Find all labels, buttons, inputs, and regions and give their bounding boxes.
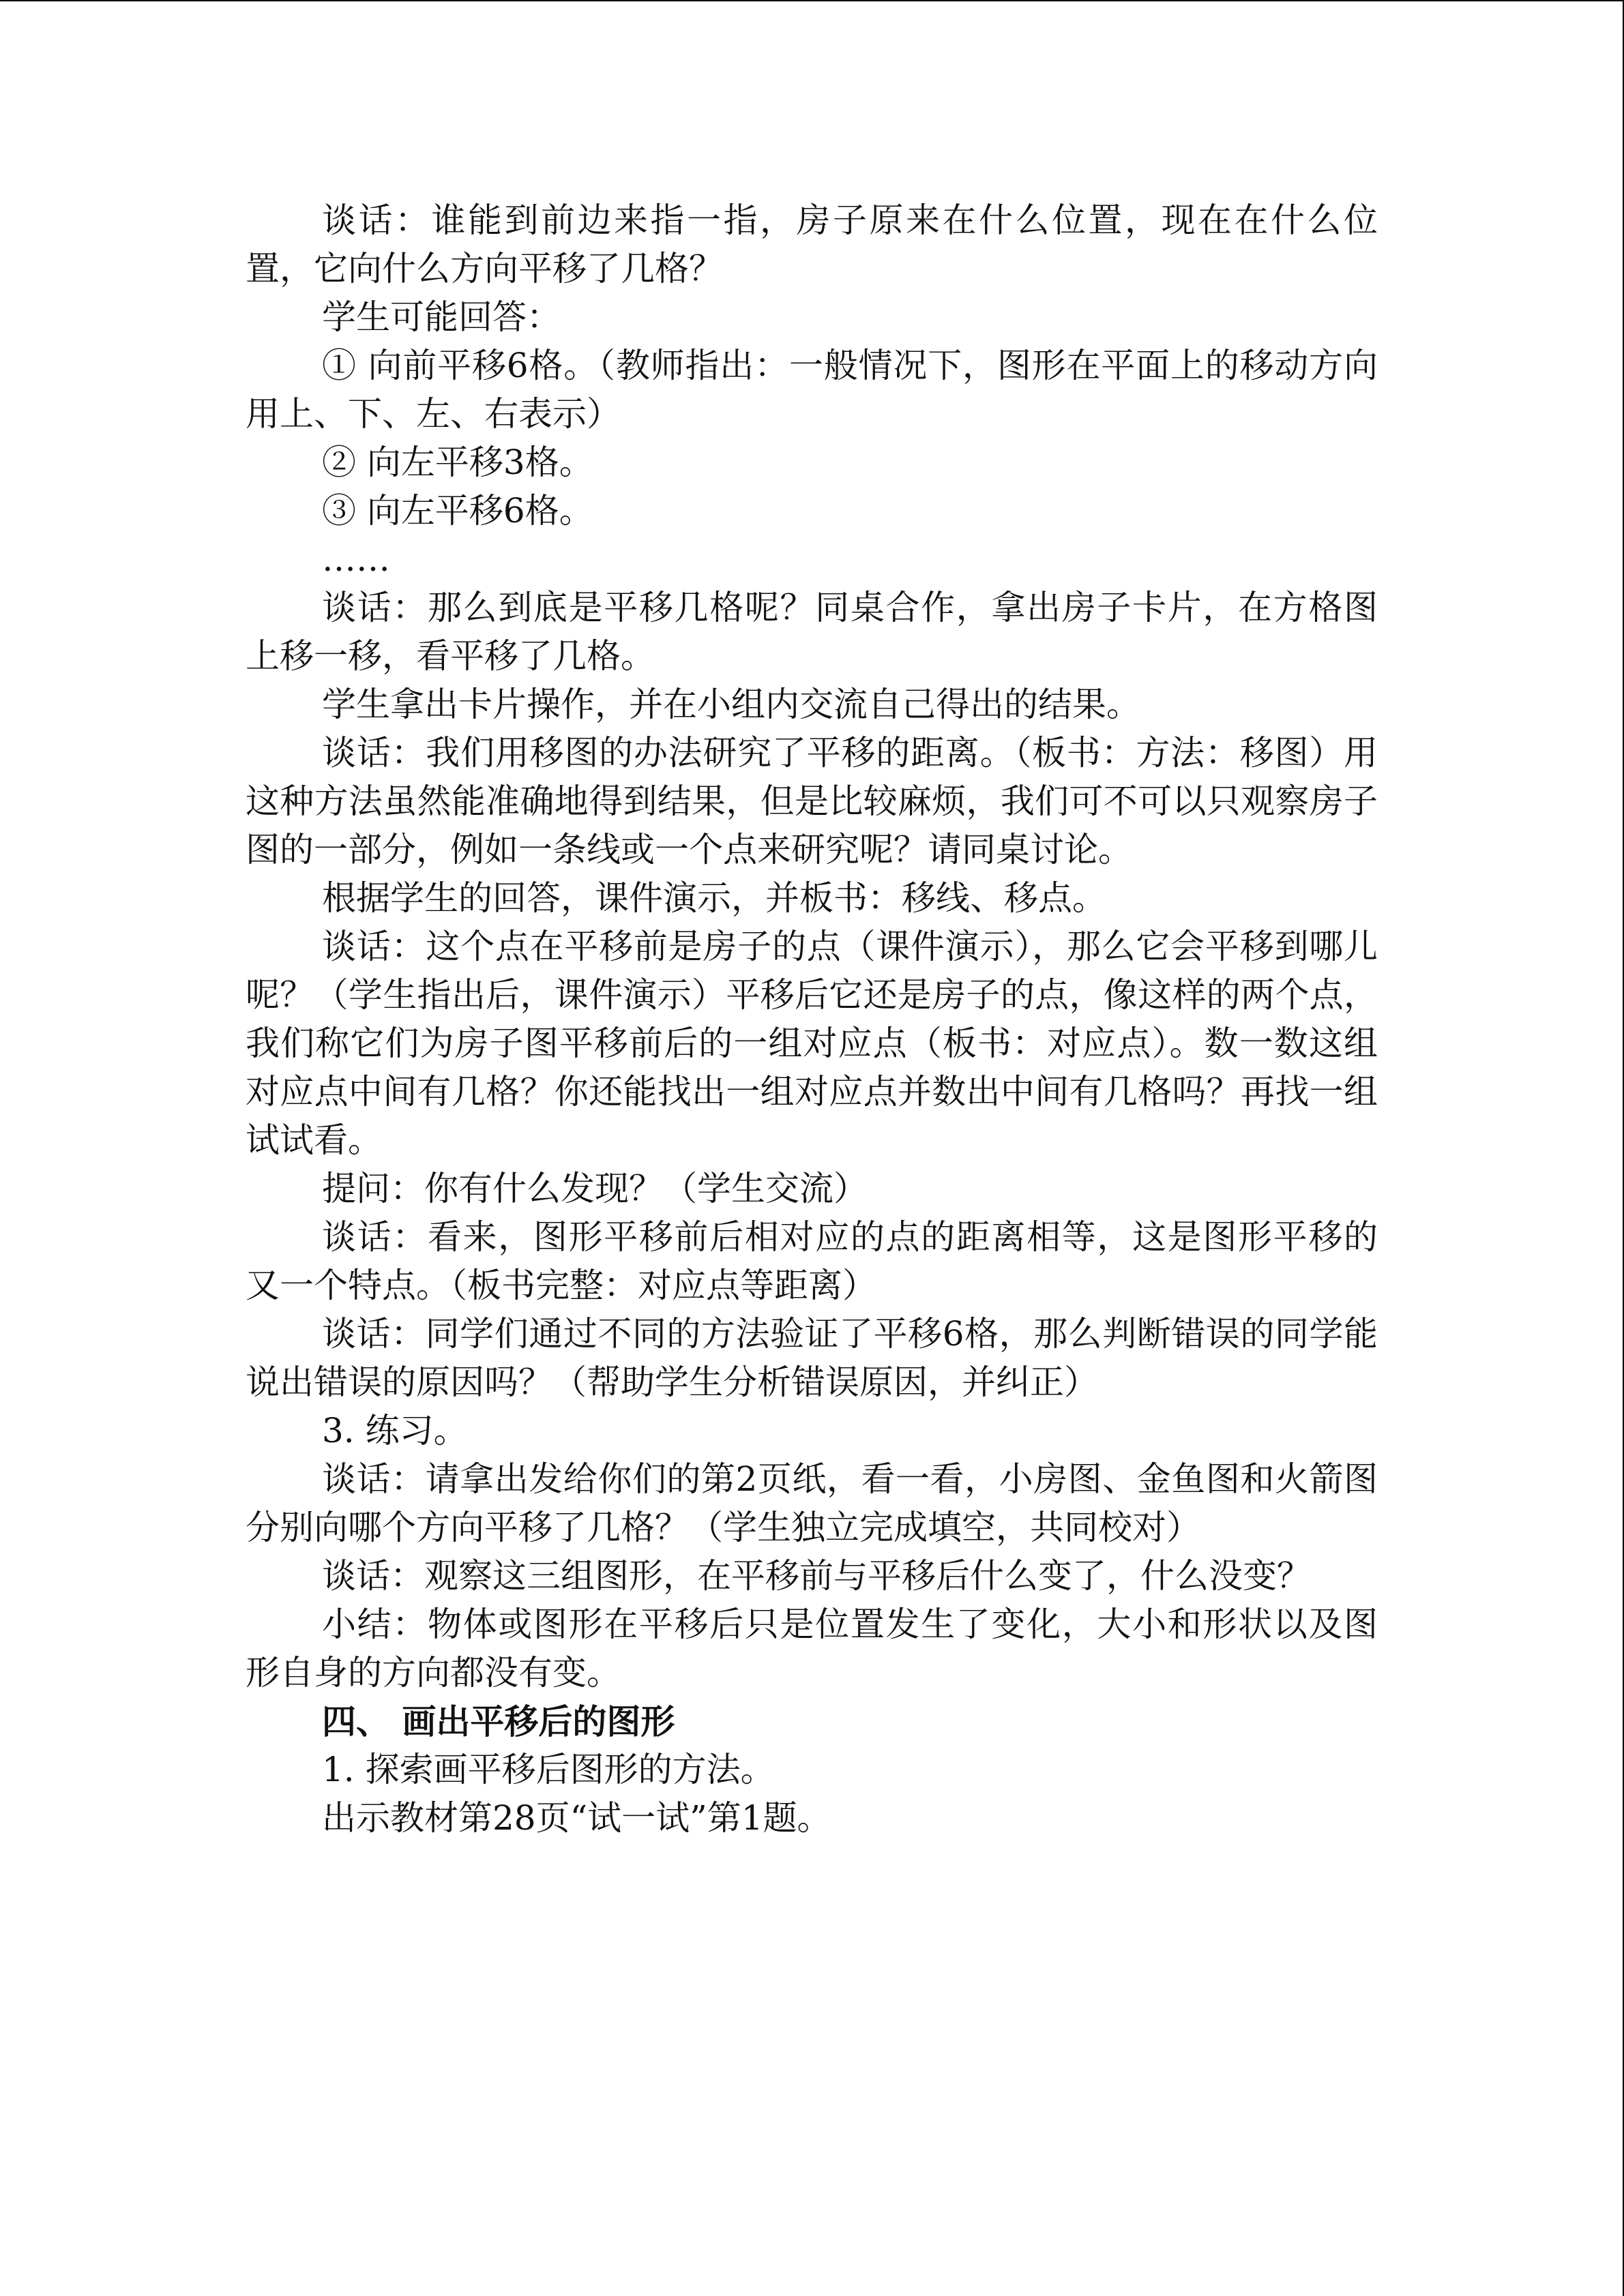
paragraph: 谈话：请拿出发给你们的第2页纸，看一看，小房图、金鱼图和火箭图分别向哪个方向平移了几格？（学生独立完成填空，共同校对） — [246, 1459, 1378, 1547]
section-heading: 四、 画出平移后的图形 — [322, 1701, 675, 1742]
ellipsis-line: …… — [322, 539, 390, 579]
paragraph: ② 向左平移3格。 — [322, 443, 593, 482]
paragraph: 3. 练习。 — [322, 1411, 468, 1450]
paragraph: 谈话：我们用移图的办法研究了平移的距离。（板书：方法：移图）用这种方法虽然能准确地得到结果，但是比较麻烦，我们可不可以只观察房子图的一部分，例如一条线或一个点来研究呢？请同桌讨论。 — [246, 733, 1378, 869]
paragraph: 提问：你有什么发现？（学生交流） — [322, 1169, 868, 1208]
paragraph: 小结：物体或图形在平移后只是位置发生了变化，大小和形状以及图形自身的方向都没有变。 — [246, 1605, 1378, 1693]
paragraph: ① 向前平移6格。（教师指出：一般情况下，图形在平面上的移动方向用上、下、左、右表示） — [246, 346, 1378, 434]
paragraph: 谈话：观察这三组图形，在平移前与平移后什么变了，什么没变？ — [322, 1556, 1311, 1596]
paragraph: 谈话：谁能到前边来指一指，房子原来在什么位置，现在在什么位置，它向什么方向平移了几格？ — [246, 200, 1378, 288]
paragraph: 谈话：那么到底是平移几格呢？同桌合作，拿出房子卡片，在方格图上移一移，看平移了几格。 — [246, 588, 1378, 676]
paragraph: 1. 探索画平移后图形的方法。 — [322, 1750, 775, 1789]
paragraph: 出示教材第28页“试一试”第1题。 — [322, 1798, 831, 1838]
paragraph: 学生拿出卡片操作，并在小组内交流自己得出的结果。 — [322, 685, 1140, 724]
paragraph: 谈话：这个点在平移前是房子的点（课件演示），那么它会平移到哪儿呢？（学生指出后，课件演示）平移后它还是房子的点，像这样的两个点，我们称它们为房子图平移前后的一组对应点（板书：对应点）。数一数这组对应点中间有几格？你还能找出一组对应点并数出中间有几格吗？再找一组试试看。 — [246, 927, 1378, 1160]
paragraph: 学生可能回答： — [322, 297, 561, 337]
paragraph: 谈话：看来，图形平移前后相对应的点的距离相等，这是图形平移的又一个特点。（板书完整：对应点等距离） — [246, 1217, 1378, 1305]
paragraph: ③ 向左平移6格。 — [322, 491, 593, 531]
paragraph: 谈话：同学们通过不同的方法验证了平移6格，那么判断错误的同学能说出错误的原因吗？（帮助学生分析错误原因，并纠正） — [246, 1314, 1378, 1402]
document-body — [246, 196, 1378, 1843]
paragraph: 根据学生的回答，课件演示，并板书：移线、移点。 — [322, 878, 1106, 918]
